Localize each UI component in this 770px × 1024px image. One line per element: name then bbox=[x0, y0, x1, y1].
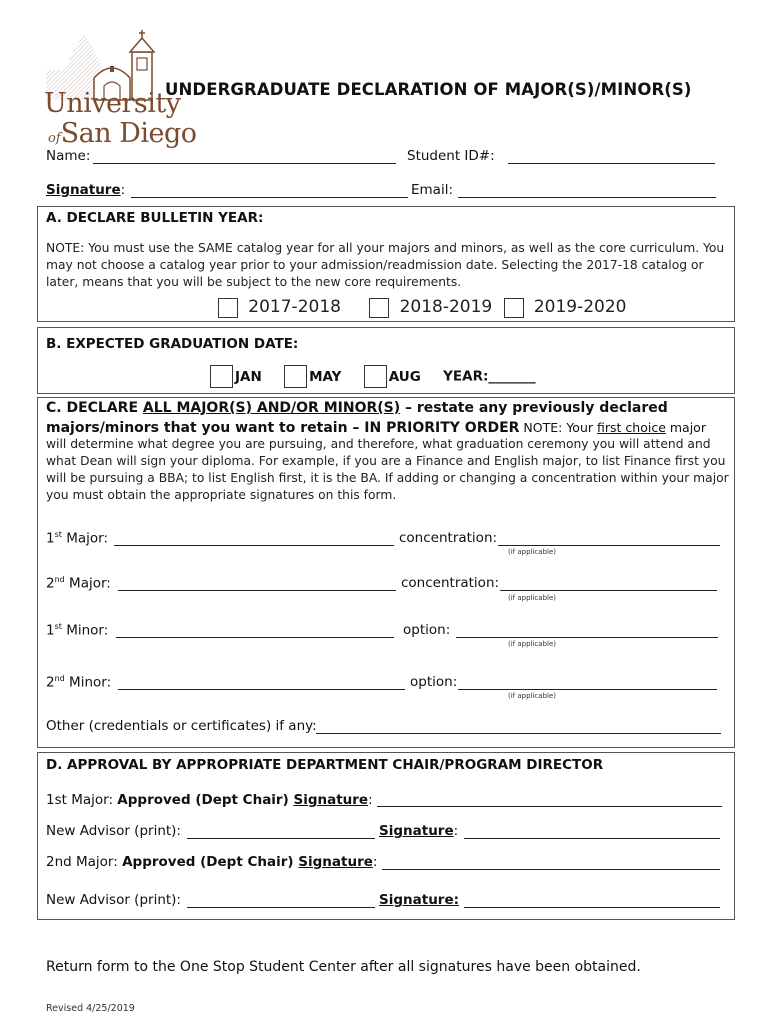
month-aug: AUG bbox=[388, 368, 421, 385]
checkbox-2017-2018[interactable] bbox=[218, 298, 238, 318]
email-field[interactable] bbox=[458, 197, 716, 198]
month-jan: JAN bbox=[235, 368, 262, 385]
minor-2-field[interactable] bbox=[118, 689, 405, 690]
name-label: Name: bbox=[46, 148, 91, 164]
minor-1-field[interactable] bbox=[116, 637, 394, 638]
revised-date: Revised 4/25/2019 bbox=[46, 1003, 135, 1014]
minor-1-label: 1st Minor: bbox=[46, 622, 109, 639]
student-id-field[interactable] bbox=[508, 163, 715, 164]
section-b-heading: B. EXPECTED GRADUATION DATE: bbox=[46, 336, 299, 352]
checkbox-may[interactable] bbox=[284, 365, 307, 388]
year-option-2017-2018: 2017-2018 bbox=[248, 297, 341, 317]
major-1-label: 1st Major: bbox=[46, 530, 108, 547]
checkbox-2018-2019[interactable] bbox=[369, 298, 389, 318]
new-advisor-2-field[interactable] bbox=[187, 907, 375, 908]
minor-1-option-field[interactable] bbox=[456, 637, 718, 638]
checkbox-2019-2020[interactable] bbox=[504, 298, 524, 318]
return-instructions: Return form to the One Stop Student Center after all signatures have been obtained. bbox=[46, 959, 641, 975]
section-a-note: NOTE: You must use the SAME catalog year for all your majors and minors, as well as the core curriculum. You may not choose a catalog year prior to your admission/readmission date. Selecting the 2017-18 catalog or later, means that you will be subject to the new core requirements. bbox=[46, 241, 725, 289]
email-label: Email: bbox=[411, 182, 454, 198]
new-advisor-1-signature-field[interactable] bbox=[464, 838, 720, 839]
graduation-year-field[interactable]: YEAR:_______ bbox=[443, 368, 536, 385]
approval-major-1-label: 1st Major: Approved (Dept Chair) Signature: bbox=[46, 792, 373, 808]
if-applicable-note: (if applicable) bbox=[508, 640, 556, 648]
major-2-concentration-label: concentration: bbox=[401, 575, 500, 591]
major-1-concentration-field[interactable] bbox=[498, 545, 720, 546]
section-d-heading: D. APPROVAL BY APPROPRIATE DEPARTMENT CHAIR/PROGRAM DIRECTOR bbox=[46, 757, 604, 773]
page-title: UNDERGRADUATE DECLARATION OF MAJOR(S)/MINOR(S) bbox=[165, 80, 692, 99]
major-1-concentration-label: concentration: bbox=[399, 530, 498, 546]
university-logo bbox=[44, 30, 197, 149]
year-option-2018-2019: 2018-2019 bbox=[399, 297, 493, 317]
major-1-field[interactable] bbox=[114, 545, 394, 546]
minor-2-option-label: option: bbox=[410, 674, 458, 690]
minor-2-label: 2nd Minor: bbox=[46, 674, 112, 691]
minor-2-option-field[interactable] bbox=[458, 689, 717, 690]
new-advisor-1-field[interactable] bbox=[187, 838, 375, 839]
checkbox-jan[interactable] bbox=[210, 365, 233, 388]
signature-field[interactable] bbox=[131, 197, 408, 198]
checkbox-aug[interactable] bbox=[364, 365, 387, 388]
signature-label: Signature bbox=[46, 182, 121, 198]
new-advisor-1-signature-label: Signature: bbox=[379, 823, 459, 839]
major-2-label: 2nd Major: bbox=[46, 575, 111, 592]
if-applicable-note: (if applicable) bbox=[508, 692, 556, 700]
major-2-field[interactable] bbox=[118, 590, 396, 591]
month-may: MAY bbox=[309, 368, 342, 385]
major-2-concentration-field[interactable] bbox=[500, 590, 717, 591]
if-applicable-note: (if applicable) bbox=[508, 548, 556, 556]
section-a-heading: A. DECLARE BULLETIN YEAR: bbox=[46, 210, 264, 226]
new-advisor-1-label: New Advisor (print): bbox=[46, 823, 181, 839]
name-field[interactable] bbox=[93, 163, 396, 164]
other-credentials-label: Other (credentials or certificates) if any: bbox=[46, 718, 317, 734]
logo-of-text: of bbox=[48, 131, 61, 146]
new-advisor-2-signature-field[interactable] bbox=[464, 907, 720, 908]
minor-1-option-label: option: bbox=[403, 622, 451, 638]
logo-san-diego-text: San Diego bbox=[60, 118, 197, 149]
bulletin-year-options bbox=[218, 297, 627, 318]
new-advisor-2-signature-label: Signature: bbox=[379, 892, 460, 908]
other-credentials-field[interactable] bbox=[316, 733, 721, 734]
logo-university-text: University bbox=[44, 88, 181, 119]
section-c-body: will determine what degree you are pursuing, and therefore, what graduation ceremony you will attend and what Dean will sign your diploma. For example, if you are a Finance and English major, to list Finance first you will be pursuing a BBA; to list English first, it is the BA. If adding or changing a concentration within your major you must obtain the appropriate signatures on this form. bbox=[46, 437, 729, 502]
approval-major-2-signature-field[interactable] bbox=[382, 869, 720, 870]
approval-major-2-label: 2nd Major: Approved (Dept Chair) Signature: bbox=[46, 854, 378, 870]
student-id-label: Student ID#: bbox=[407, 148, 495, 164]
approval-major-1-signature-field[interactable] bbox=[377, 806, 722, 807]
new-advisor-2-label: New Advisor (print): bbox=[46, 892, 181, 908]
if-applicable-note: (if applicable) bbox=[508, 594, 556, 602]
graduation-month-options bbox=[210, 365, 536, 388]
section-c-heading: C. DECLARE ALL MAJOR(S) AND/OR MINOR(S) – restate any previously declared majors/minors that you want to retain – IN PRIORITY ORDER NOTE: Your first choice major bbox=[46, 400, 706, 436]
year-option-2019-2020: 2019-2020 bbox=[533, 297, 627, 317]
